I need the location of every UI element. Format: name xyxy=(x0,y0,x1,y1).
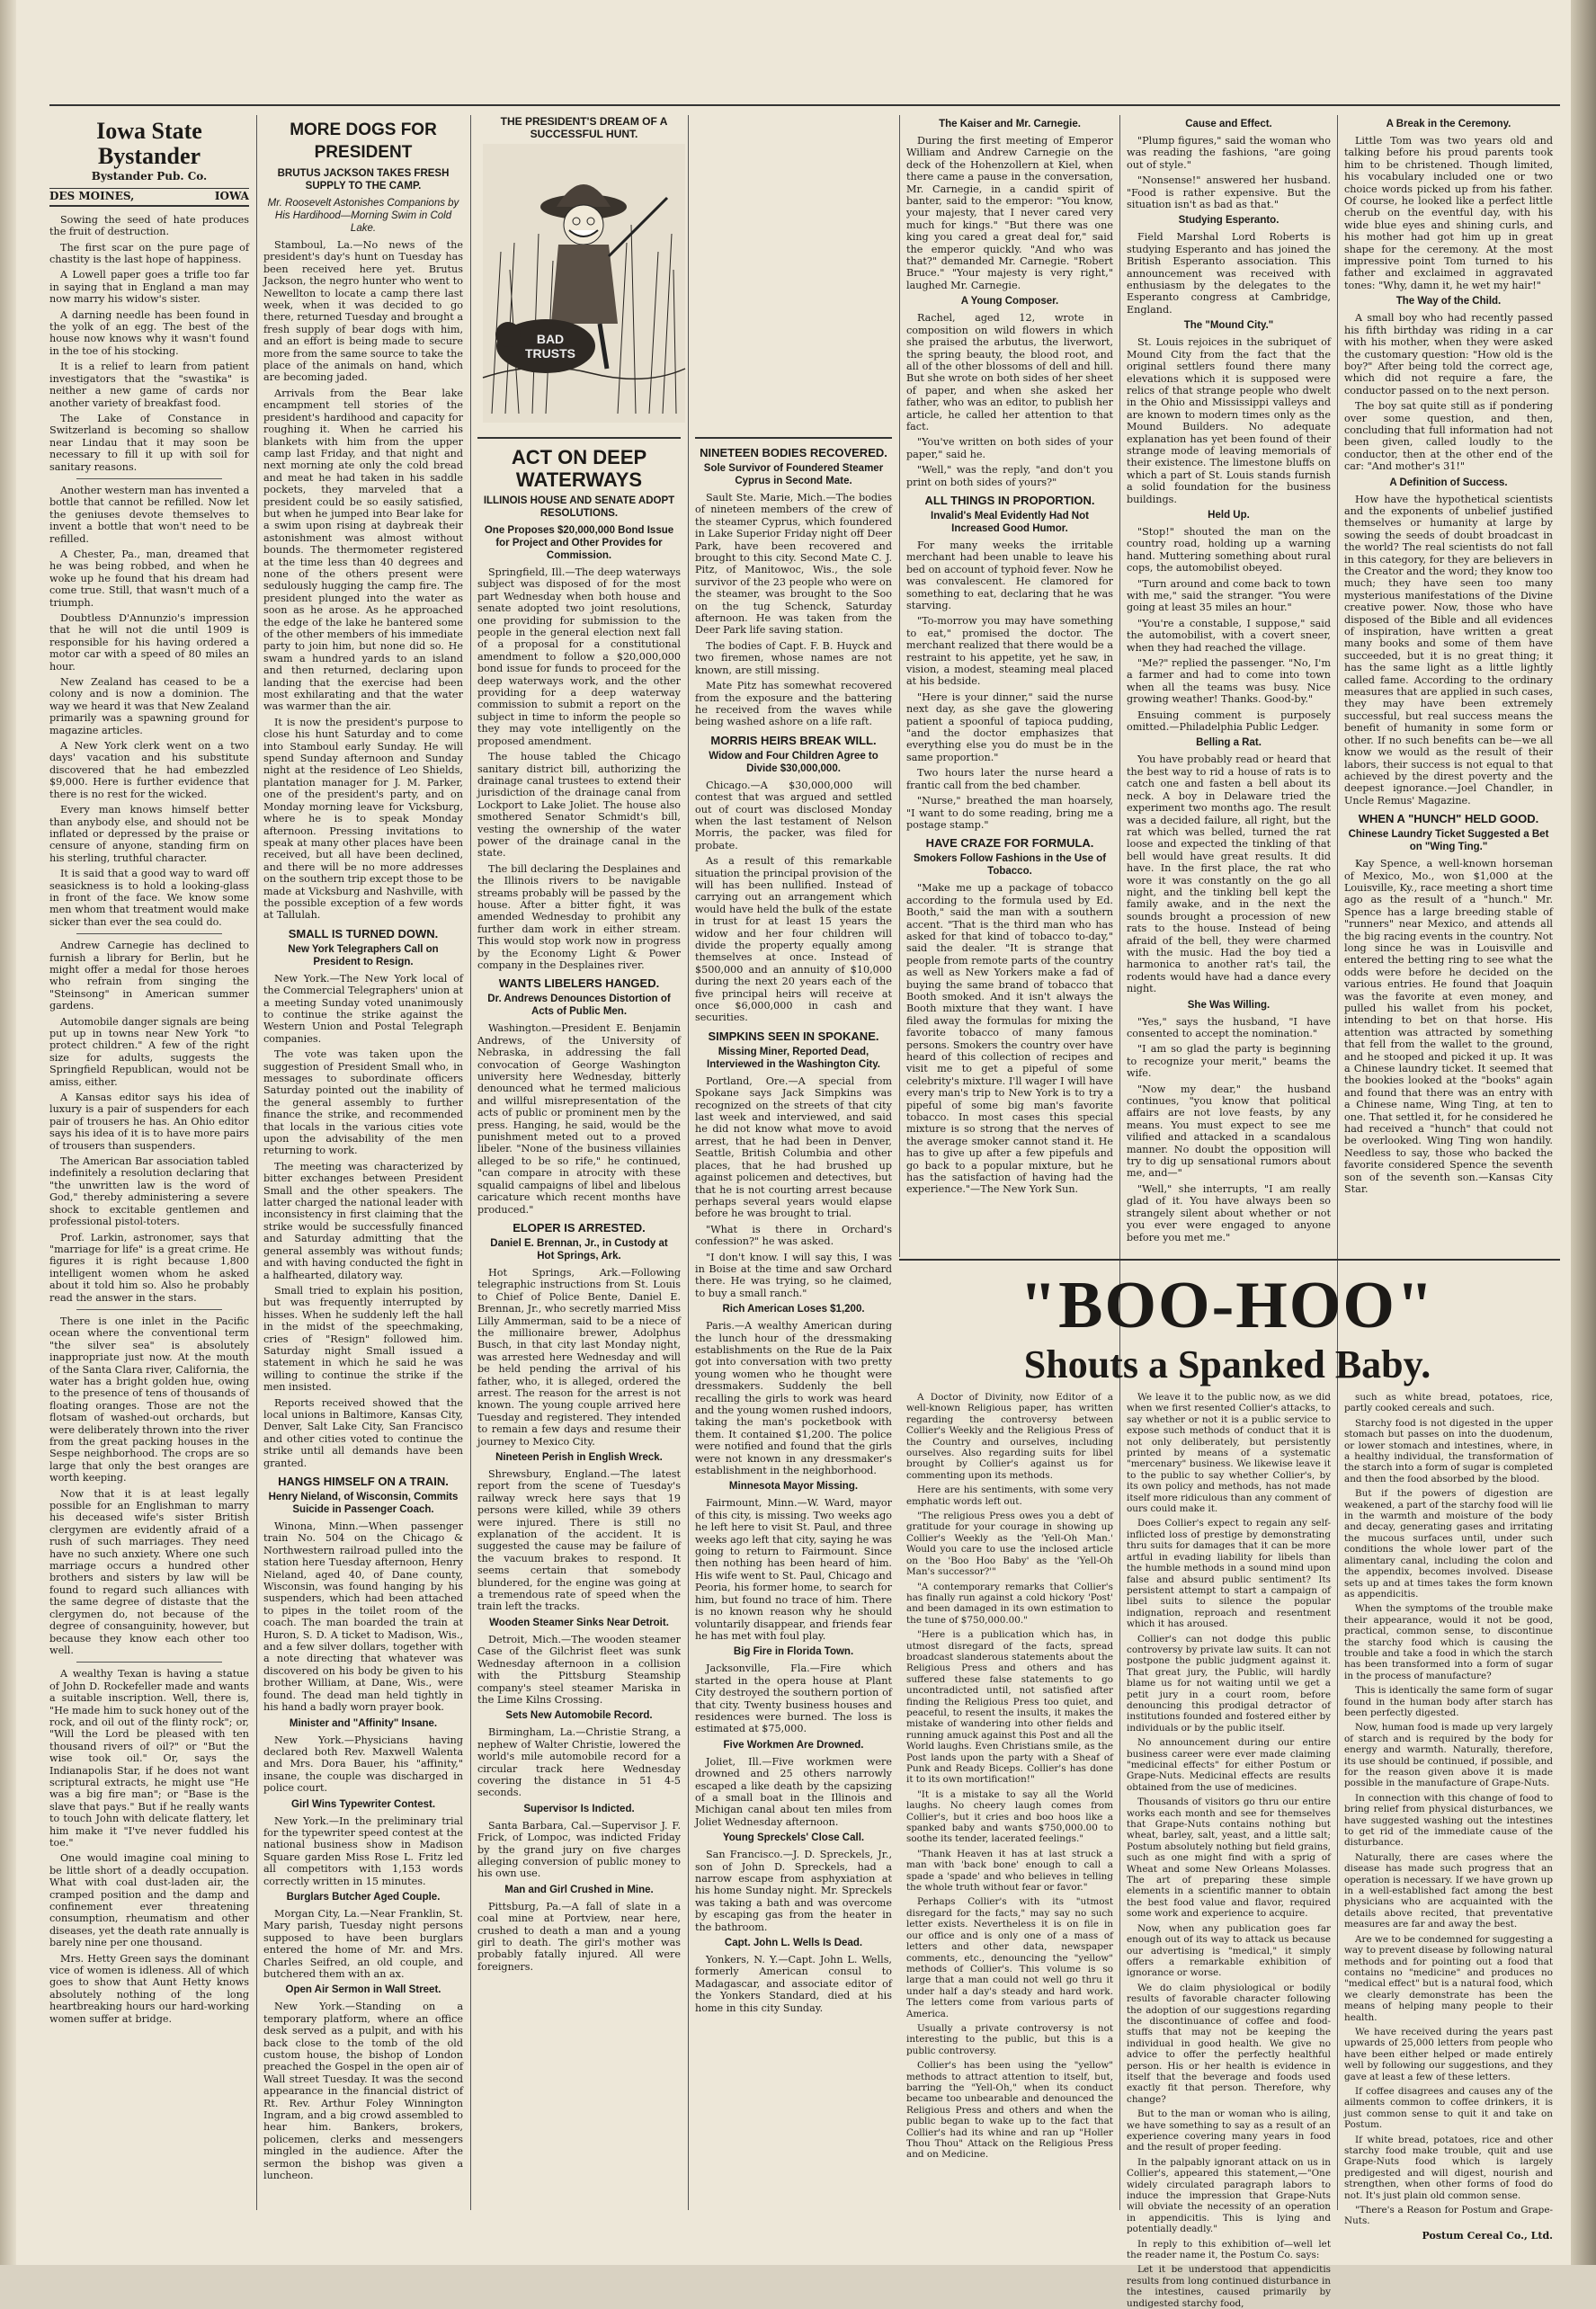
subheading: Cause and Effect. xyxy=(1185,119,1272,129)
headline: ALL THINGS IN PROPORTION. xyxy=(924,493,1095,507)
paragraph: "There's a Reason for Postum and Grape-Nuts. xyxy=(1344,2205,1553,2227)
paragraph: Sowing the seed of hate produces the fruit of destruction. xyxy=(49,213,249,238)
paragraph: "Well," she interrupts, "I am really glad of it. You have always been so strangely silent about whether or not you ever were engaged to anyone before you met me." xyxy=(1127,1182,1331,1244)
paragraph: This is identically the same form of sugar found in the human body after starch has been perfectly digested. xyxy=(1344,1685,1553,1718)
separator xyxy=(695,437,892,439)
deck: Mr. Roosevelt Astonishes Companions by His Hardihood—Morning Swim in Cold Lake. xyxy=(267,198,459,234)
paragraph: Are we to be condemned for suggesting a way to prevent disease by following natural methods and for pointing out a food that contains no "medicine" and produces no "medical effect" but is a natural food, which we clearly demonstrate has been the means of helping many people to their health. xyxy=(1344,1933,1554,2023)
paragraph: Automobile danger signals are being put up in towns near New York "to protect children." A few of the right size for adults, suggests the Springfield Republican, would not be amiss, either. xyxy=(49,1015,249,1088)
paragraph: One would imagine coal mining to be little short of a deadly occupation. What with coal dust-laden air, the cramped position and the damp and confinement ever threatening consumption, rheumatism and other diseases, yet the death rate annually is barely nine per one thousand. xyxy=(49,1852,249,1949)
column-7 xyxy=(1344,115,1553,1253)
deck: BRUTUS JACKSON TAKES FRESH SUPPLY TO THE CAMP. xyxy=(277,168,450,192)
paragraph: Springfield, Ill.—The deep waterways subject was disposed of for the most part Wednesday when both house and senate adopted two joint resolutions, one providing for submission to the people in the general election next fall of a proposal for a constitutional amendment to follow a $20,000,000 bond issue for funds to proceed for the deep waterways work, and the other providing for a deep waterway commission to submit a report on the subject in time to inform the people so they may vote intelligently on the proposed amendment. xyxy=(477,566,681,747)
paragraph: "To-morrow you may have something to eat," promised the doctor. The merchant realized that there would be a restraint to his appetite, yet he saw, in vision, a modest, steaming meal placed at his bedside. xyxy=(906,615,1113,688)
paragraph: How have the hypothetical scientists and the exponents of unbelief justified themselves or humanity at large by sowing the seeds of doubt broadcast in the world? The real scientists do not fall in this category, for they are believers in the Creator and the word; they know too much; they have seen too many mysterious manifestations of the Divine creative power. Now, those who have disposed of the Bible and all evidences of inspiration, have written a great many books and some of them have succeeded, but it is no great thing; it has the same light as a little lightly called fame. According to the ordinary measures that are applied in such cases, they may have been extremely successful, but real success means the benefit of humanity in some form or other. If no such benefits can be—we all know we would as the result of their labors, their success is not equal to that achieved by the direst poverty and the deepest ignorance.—Joel Chandler, in Uncle Remus' Magazine. xyxy=(1344,493,1553,807)
paragraph: "Stop!" shouted the man on the country road, holding up a warning hand. Muttering something about rural cops, the automobilist obeyed. xyxy=(1127,525,1331,575)
paragraph: Santa Barbara, Cal.—Supervisor J. F. Frick, of Lompoc, was indicted Friday by the grand jury on five charges alleging conversion of public money to his own use. xyxy=(477,1819,681,1880)
deck: Chinese Laundry Ticket Suggested a Bet on "Wing Ting." xyxy=(1348,829,1549,853)
paragraph: Starchy food is not digested in the upper stomach but passes on into the duodenum, or lower stomach and intestines, where, in a healthy individual, the transformation of the starch into a form of sugar is completed and then the food absorbed by the blood. xyxy=(1344,1417,1553,1484)
deck: Daniel E. Brennan, Jr., in Custody at Hot Springs, Ark. xyxy=(490,1237,668,1261)
column-rule xyxy=(256,115,257,2210)
subheading: Supervisor Is Indicted. xyxy=(523,1803,635,1814)
paragraph: "Yes," says the husband, "I have consented to accept the nomination." xyxy=(1127,1015,1331,1039)
paragraph: Collier's can not dodge this public controversy by private law suits. It can not postpone the public judgment against it. That great jury, the Public, will hardly blame us for not waiting until we get a petit jury in a court room, before denouncing this prodigal detractor of institutions founded and fostered either by individuals or by the public itself. xyxy=(1127,1633,1331,1734)
paragraph: A Chester, Pa., man, dreamed that he was being robbed, and when he woke up he found that his dream had come true. Still, that wasn't much of a triumph. xyxy=(49,548,249,609)
separator xyxy=(477,437,681,439)
column-rule xyxy=(688,115,689,2210)
ad-headline: "BOO-HOO" xyxy=(1020,1269,1435,1342)
paragraph: The vote was taken upon the suggestion of President Small who, in messages to subordinate officers Saturday pointed out the inability of the general assembly to further finance the strike, and recommended that locals in the various cities vote upon the advisability of the men returning to work. xyxy=(263,1048,463,1157)
paragraph: Jacksonville, Fla.—Fire which started in the opera house at Plant City destroyed the southern portion of that city. Twenty business houses and residences were burned. The loss is estimated at $75,000. xyxy=(695,1663,892,1735)
paragraph: If coffee disagrees and causes any of the ailments common to coffee drinkers, it is just common sense to quit it and take on Postum. xyxy=(1344,2085,1553,2131)
paragraph: If white bread, potatoes, rice and other starchy food make trouble, quit and use Grape-Nuts food which is largely predigested and will digest, nourish and strengthen, when other forms of food do not. It's just plain old common sense. xyxy=(1344,2134,1553,2201)
paragraph: We have received during the years past upwards of 25,000 letters from people who have been either helped or made entirely well by following our suggestions, and they gave at least a few of these letters. xyxy=(1344,2026,1553,2082)
deck: One Proposes $20,000,000 Bond Issue for Project and Other Provides for Commission. xyxy=(484,525,674,561)
subheading: The Way of the Child. xyxy=(1395,296,1502,308)
subheading: Sets New Automobile Record. xyxy=(505,1710,653,1722)
paragraph: The Lake of Constance in Switzerland is becoming so shallow near Lindau that it may soon be necessary to fill it up with soil for sanitary reasons. xyxy=(49,412,249,473)
paragraph: A Doctor of Divinity, now Editor of a well-known Religious paper, has written regarding the controversy between Collier's Weekly and the Religious Press of the Country and ourselves, including ourselves. Also regarding suits for libel brought by Collier's against us for commenting upon its methods. xyxy=(906,1392,1113,1481)
deck: Widow and Four Children Agree to Divide $30,000,000. xyxy=(709,750,878,774)
paragraph: New York.—Physicians having declared both Rev. Maxwell Walenta and Mrs. Dora Bauer, his "affinity," insane, the couple was discharged in police court. xyxy=(263,1734,463,1795)
subheading: Girl Wins Typewriter Contest. xyxy=(290,1798,436,1810)
paragraph: Reports received showed that the local unions in Baltimore, Kansas City, Denver, Salt Lake City, San Francisco and other cities voted to continue the strike until all demands have been granted. xyxy=(263,1396,463,1469)
paragraph: During the first meeting of Emperor William and Andrew Carnegie on the deck of the Hohenzollern at Kiel, when there came a pause in the conversation, Mr. Carnegie, in a candid spirit of banter, said to the emperor: "You know, your majesty, that I never cared very much for kings." "But there was one king you cared a great deal for," said the emperor quickly. "And who was that?" demanded Mr. Carnegie. "Robert Bruce." "Your majesty is very right," laughed Mr. Carnegie. xyxy=(906,135,1113,291)
paragraph: Winona, Minn.—When passenger train No. 504 on the Chicago & Northwestern railroad pulled into the station here Tuesday afternoon, Henry Nieland, aged 40, of Dane county, Wisconsin, was found hanging by his suspenders, which had been attached to pipes in the toilet room of the coach. The man boarded the train at Huron, S. D. A ticket to Madison, Wis., and a few silver dollars, together with a note directing that whatever was discovered on his body be given to his brother William, at Dane, Wis., were found. The dead man held tightly in his hand a badly worn prayer book. xyxy=(263,1520,463,1714)
paragraph: Thousands of visitors go thru our entire works each month and see for themselves that Grape-Nuts contains nothing but wheat, barley, salt, yeast, and a little salt; Postum absolutely nothing but field grains, such as one might find with a sprig of Wheat and some New Orleans Molasses. The art of preparing these simple elements in a scientific manner to obtain the best food value and flavor, required some work and experience to acquire. xyxy=(1127,1796,1331,1920)
paragraph: Small tried to explain his position, but was frequently interrupted by hisses. When he suddenly left the hall in the midst of the speechmaking, cries of "Resign" followed him. Saturday night Small issued a statement in which he said he was willing to continue the strike if the men insisted. xyxy=(263,1284,463,1394)
paragraph: such as white bread, potatoes, rice, partly cooked cereals and such. xyxy=(1344,1392,1553,1414)
column-4 xyxy=(695,430,892,2210)
paragraph: "Turn around and come back to town with me," said the stranger. "You were going at least 35 miles an hour." xyxy=(1127,577,1331,614)
ad-column-a xyxy=(906,1392,1113,2210)
subheading: Belling a Rat. xyxy=(1196,737,1262,749)
paragraph: Paris.—A wealthy American during the lunch hour of the dressmaking establishments on the Rue de la Paix got into conversation with two pretty young women who he thought were dressmakers. Suddenly the bell recalling the girls to work was heard and the young women rushed indoors, taking the man's pocketbook with them. It contained $1,200. The police were notified and found that the girls were not known in any dressmaker's establishment in the neighborhood. xyxy=(695,1320,892,1477)
paragraph: Field Marshal Lord Roberts is studying Esperanto and has joined the British Esperanto association. This announcement was received with enthusiasm by the delegates to the Esperanto congress at Cambridge, England. xyxy=(1127,231,1331,316)
paragraph: New York.—Standing on a temporary platform, where an office desk served as a pulpit, and with his back close to the tomb of the old custom house, the bishop of London preached the Gospel in the open air of Wall street Tuesday. It was the second appearance in the financial district of Rt. Rev. Arthur Foley Winnington Ingram, and a big crowd assembled to hear him. Bankers, brokers, policemen, clerks and messengers mingled in the audience. After the sermon the bishop was given a luncheon. xyxy=(263,2001,463,2182)
column-1 xyxy=(49,115,249,2210)
paragraph: Hot Springs, Ark.—Following telegraphic instructions from St. Louis to Chief of Police Bente, Daniel E. Brennan, Jr., who secretly married Miss Lilly Ammerman, said to be a niece of the millionaire brewer, Adolphus Busch, in that city last Monday night, was arrested here Wednesday and will be held pending the arrival of his father, who, it is alleged, ordered the arrest. The reason for the arrest is not known. The young couple arrived here Tuesday and registered. They intended to remain a few days and resume their journey to Mexico City. xyxy=(477,1266,681,1448)
page-edge-left xyxy=(0,0,16,2265)
paragraph: The meeting was characterized by bitter exchanges between President Small and the other speakers. The latter charged the national leader with inconsistency in first claiming that the strike would be successfully financed and Saturday admitting that the general assembly was without funds; and with having conducted the fight in a halfhearted, dilatory way. xyxy=(263,1160,463,1281)
paragraph: "It is a mistake to say all the World laughs. No cheery laugh comes from Collier's, but it cries and boo hoos like a spanked baby and wants $750,000.00 to soothe its tender, lacerated feelings." xyxy=(906,1788,1113,1845)
paragraph: Portland, Ore.—A special from Spokane says Jack Simpkins was recognized on the streets of that city last week and interviewed, and said he did not know what move to avoid arrest, that he had been in Denver, Seattle, British Columbia and other places, that he had brushed up against policemen and detectives, but that he is not courting arrest because perhaps several years would elapse before he was brought to trial. xyxy=(695,1074,892,1220)
paragraph: It is a relief to learn from patient investigators that the "swastika" is neither a new game of cards nor another variety of breakfast food. xyxy=(49,361,249,409)
paragraph: Joliet, Ill.—Five workmen were drowned and 25 others narrowly escaped a like death by the capsizing of a small boat in the Illinois and Michigan canal about ten miles from Joliet Wednesday afternoon. xyxy=(695,1755,892,1828)
masthead-state: IOWA xyxy=(214,190,249,203)
cartoon-label-trusts: TRUSTS xyxy=(525,346,575,361)
subheading: Young Spreckels' Close Call. xyxy=(722,1832,865,1844)
deck: Invalid's Meal Evidently Had Not Increased Good Humor. xyxy=(931,510,1089,534)
paragraph: Usually a private controversy is not interesting to the public, but this is a public controversy. xyxy=(906,2022,1113,2056)
paragraph: It is said that a good way to ward off seasickness is to hold a looking-glass in front of the face. We know some men whom that treatment would make sicker than ever the sea could do. xyxy=(49,868,249,928)
paragraph: "Here is a publication which has, in utmost disregard of the facts, spread broadcast slanderous statements about the Religious Press and others and has suffered these false statements to go uncontradicted until, not satisfied after finding the Religious Press too quiet, and peaceful, to resent the insults, it makes the mistake of wandering into other fields and running amuck against this Post and all the World laughs. Even Christians smile, as the Post lands upon the party with a Sheaf of Punk and Ready Biceps. Collier's has done it to its own mortification!" xyxy=(906,1629,1113,1786)
paragraph: "You're a constable, I suppose," said the automobilist, with a covert sneer, when they had reached the village. xyxy=(1127,617,1331,654)
paragraph: "Nonsense!" answered her husband. "Food is rather expensive. But the situation isn't as bad as that." xyxy=(1127,174,1331,211)
paragraph: St. Louis rejoices in the subriquet of Mound City from the fact that the original settlers found there many elevations which it is supposed were relics of that strange people who dwelt in the Ohio and Mississippi valleys and are known to modern times only as the Mound Builders. No adequate explanation has yet been found of their strange mode of leaving memorials of their existence. The limestone bluffs on which a part of St. Louis stands furnish a solid foundation for the business buildings. xyxy=(1127,336,1331,505)
paragraph: Little Tom was two years old and talking before his proud parents took him to be christened. Though limited, his vocabulary included one or two choice words picked up from his father. Of course, he looked like a perfect little cherub on the eventful day, with his wide blue eyes and shining curls, and his mother had got him up in great shape for the ceremony. At the most impressive point Tom turned to his father and exclaimed in aggravated tones: "Why, damn it, he wet my hair!" xyxy=(1344,135,1553,291)
paragraph: A New York clerk went on a two days' vacation and his substitute discovered that he had embezzled $9,000. Here is further evidence that there is no rest for the wicked. xyxy=(49,740,249,800)
paragraph: New Zealand has ceased to be a colony and is now a dominion. The way we heard it was that New Zealand primarily was a spawning ground for magazine articles. xyxy=(49,676,249,736)
column-rule xyxy=(1119,115,1120,2210)
paragraph: Now, human food is made up very largely of starch and is required by the body for energy and warmth. Naturally, therefore, its use should be continued, if possible, and for the reason given above it is made possible in the manufacture of Grape-Nuts. xyxy=(1344,1722,1553,1789)
masthead-city: DES MOINES, xyxy=(49,190,135,203)
paragraph: Shrewsbury, England.—The latest report from the scene of Tuesday's railway wreck here says that 19 persons were killed, while 39 others were injured. There is still no explanation of the accident. It is suggested the cause may be failure of the vacuum brakes to respond. It seems certain that somebody blundered, for the engine was going at a tremendous rate of speed when the train left the tracks. xyxy=(477,1468,681,1613)
paragraph: "Me?" replied the passenger. "No, I'm a farmer and had to come into town when all the teams was busy. Nice growing weather! Thanks. Good-by." xyxy=(1127,657,1331,706)
paragraph: Kay Spence, a well-known horseman of Mexico, Mo., won $1,000 at the Louisville, Ky., race meeting a short time ago as the result of a "hunch." Mr. Spence has a large breeding stable of "runners" near Mexico, and attends all the big racing events in the country. Not long since he was in Louisville and entered the betting ring to see what the odds were before he decided on the various entries. He found that Joaquin was the favorite at even money, and pulled his wallet from his pocket, intending to bet on that horse. His attention was attracted by something that fell from the wallet to the ground, and he stooped and picked it up. It was a Chinese laundry ticket. It seemed that the bookies looked at the "books" again and found that there was an entry with a Chinese name, Wing Ting, at ten to one. That settled it, for he considered he had received a "hunch" that could not be overlooked. Wing Ting won handily. Needless to say, those who backed the favorite considered Spence the seventh son of the seventh son.—Kansas City Star. xyxy=(1344,858,1553,1196)
paragraph: New York.—The New York local of the Commercial Telegraphers' union at a meeting Sunday voted unanimously to continue the strike against the Western Union and Postal Telegraph companies. xyxy=(263,972,463,1045)
subheading: The Kaiser and Mr. Carnegie. xyxy=(939,119,1081,129)
paragraph: Stamboul, La.—No news of the president's day's hunt on Tuesday has been received here yet. Brutus Jackson, the negro hunter who went to Newellton to locate a camp there last week, when it was decided to go there, returned Tuesday and brought a fresh supply of bear dogs with him, and an effort is being made to secure more from the same source to take the place of the animals on hand, which are becoming jaded. xyxy=(263,239,463,384)
cartoon-illustration xyxy=(483,144,685,423)
subheading: A Young Composer. xyxy=(960,296,1059,308)
subheading: She Was Willing. xyxy=(1187,999,1271,1011)
paragraph: New York.—In the preliminary trial for the typewriter speed contest at the national business show in Madison Square garden Miss Rose L. Fritz led all competitors with 1,153 words correctly written in 15 minutes. xyxy=(263,1814,463,1887)
paragraph: Every man knows himself better than anybody else, and should not be inflated or depressed by the praise or censure of anyone, standing firm on his sterling, truthful character. xyxy=(49,804,249,864)
subheading: The "Mound City." xyxy=(1183,320,1274,332)
paragraph: Andrew Carnegie has declined to furnish a library for Berlin, but he might offer a medal for those heroes who refrain from singing the "Steinsong" in American summer gardens. xyxy=(49,940,249,1012)
paragraph: Perhaps Collier's with its "utmost disregard for the facts," may say no such letter exists. Nevertheless it is on file in our office and is only one of a mass of letters and other data, newspaper comments, etc., denouncing the "yellow" methods of Collier's. This volume is so large that a man could not well go thru it under half a day's steady and hard work. The letters come from various parts of America. xyxy=(906,1896,1113,2019)
ad-rule xyxy=(899,1259,1560,1261)
ad-column-c xyxy=(1344,1392,1554,2242)
paragraph: But if the powers of digestion are weakened, a part of the starchy food will lie in the warmth and moisture of the body and decay, generating gases and irritating the mucous surfaces until, under such conditions the whole lower part of the alimentary canal, including the colon and the appendix, becomes involved. Disease sets up and at times takes the form known as appendicitis. xyxy=(1344,1488,1553,1600)
paragraph: For many weeks the irritable merchant had been unable to leave his bed on account of typhoid fever. Now he was convalescent. He clamored for something to eat, declaring that he was starving. xyxy=(906,539,1113,611)
deck: Missing Miner, Reported Dead, Interviewed in the Washington City. xyxy=(707,1046,880,1070)
separator xyxy=(76,478,222,479)
cartoon-title: THE PRESIDENT'S DREAM OF A SUCCESSFUL HUNT. xyxy=(500,115,668,140)
headline: ELOPER IS ARRESTED. xyxy=(513,1220,646,1235)
paragraph: In the palpably ignorant attack on us in Collier's, appeared this statement,—"One widely circulated paragraph labors to induce the impression that Grape-Nuts will obviate the necessity of an operation in appendicitis. This is lying and potentially deadly." xyxy=(1127,2156,1331,2235)
subheading: Five Workmen Are Drowned. xyxy=(723,1739,864,1751)
paragraph: Doubtless D'Annunzio's impression that he will not die until 1909 is responsible for his having ordered a motor car with a speed of 80 miles an hour. xyxy=(49,612,249,673)
paragraph: Morgan City, La.—Near Franklin, St. Mary parish, Tuesday night persons supposed to have been burglars entered the home of Mr. and Mrs. Charles Seifred, an old couple, and butchered them with an ax. xyxy=(263,1907,463,1980)
headline: HANGS HIMSELF ON A TRAIN. xyxy=(278,1475,449,1488)
paragraph: Arrivals from the Bear lake encampment tell stories of the president's hardihood and capacity for roughing it. When he carried his blankets with him from the upper camp last Friday, and that night and next morning ate only the cold bread and meat he had taken in his saddle pockets, they marveled that a president could be so easily satisfied, but when he jumped into Bear lake for a swim upon rising at daybreak their astonishment was almost without bounds. The thermometer registered at the time less than 40 degrees and none of the others present were sedulously hugging the camp fire. The president plunged into the water as soon as he arose. As he approached the edge of the lake he bantered some of the other members of his immediate party to join him, but none did so. He swam a hundred yards to an island and then returned, declaring upon landing that the exercise had been most exhilarating and that the water was warmer than the air. xyxy=(263,387,463,713)
paragraph: Sault Ste. Marie, Mich.—The bodies of nineteen members of the crew of the steamer Cyprus, which foundered in Lake Superior Friday night off Deer Park, have been recovered and brought to this city. Second Mate C. J. Pitz, of Manitowoc, Wis., the sole survivor of the 23 people who were on the steamer, was brought to the Soo on the tug Schenck, Saturday afternoon. He was taken from the Deer Park life saving station. xyxy=(695,492,892,637)
paragraph: Let it be understood that appendicitis results from long continued disturbance in the intestines, caused primarily by undigested starchy food, xyxy=(1127,2264,1331,2309)
paragraph: San Francisco.—J. D. Spreckels, Jr., son of John D. Spreckels, had a narrow escape from asphyxiation at his home Sunday night. Mr. Spreckels was taking a bath and was overcome by escaping gas from the heater in the bathroom. xyxy=(695,1849,892,1933)
column-2 xyxy=(263,115,463,2210)
paragraph: In reply to this exhibition of—well let the reader name it, the Postum Co. says: xyxy=(1127,2238,1331,2261)
paragraph: Chicago.—A $30,000,000 will contest that was argued and settled out of court was disclosed Monday when the last testament of Nelson Morris, the packer, was filed for probate. xyxy=(695,779,892,851)
paragraph: "A contemporary remarks that Collier's has finally run against a cold hickory 'Post' and been damaged in its own estimation to the tune of $750,000.00." xyxy=(906,1581,1113,1626)
headline: ACT ON DEEP WATERWAYS xyxy=(511,446,647,491)
paragraph: Fairmount, Minn.—W. Ward, mayor of this city, is missing. Two weeks ago he left here to visit St. Paul, and three weeks ago left that city, saying he was going to return to Fairmount. Since then nothing has been heard of him. His wife went to St. Paul, Chicago and Peoria, his former home, to search for him, but found no trace of him. There is no known reason why he should voluntarily disappear, and friends fear he has met with foul play. xyxy=(695,1497,892,1642)
headline: WHEN A "HUNCH" HELD GOOD. xyxy=(1358,812,1539,826)
paragraph: Two hours later the nurse heard a frantic call from the bed chamber. xyxy=(906,767,1113,791)
masthead-dateline xyxy=(49,188,249,206)
subheading: Minister and "Affinity" Insane. xyxy=(289,1717,438,1729)
paragraph: Mate Pitz has somewhat recovered from the exposure and the battering he received from the waves while being washed ashore on a life raft. xyxy=(695,680,892,728)
paragraph: A Lowell paper goes a trifle too far in saying that in England a man may now marry his widow's sister. xyxy=(49,269,249,306)
paragraph: We leave it to the public now, as we did when we first resented Collier's attacks, to say whether or not it is a public service to expose such methods of conduct that it is not only deliberately, but persistently printed by means of a systematic "mercenary" business. We likewise leave it to the public to say whether Collier's, by its own policy and methods, has not made itself more ridiculous than any comment of ours could make it. xyxy=(1127,1392,1331,1515)
paragraph: "Plump figures," said the woman who was reading the fashions, "are going out of style." xyxy=(1127,135,1331,171)
subheading: Man and Girl Crushed in Mine. xyxy=(504,1884,654,1895)
paragraph: Prof. Larkin, astronomer, says that "marriage for life" is a great crime. He figures it is right because 1,800 intelligent women whom he asked about it told him so. Also he probably read the answer in the stars. xyxy=(49,1231,249,1304)
paragraph: It is now the president's purpose to close his hunt Saturday and to come into Stamboul early Sunday. He will spend Sunday afternoon and Sunday night at the residence of Leo Shields, plantation manager for J. M. Parker, one of the president's party, and on Monday morning leave for Vicksburg, where he is to speak Monday afternoon. Pressing invitations to speak at many other places have been received, but all have been declined, and there will be no more addresses on the southern trip except those to be made at Vicksburg and Nashville, with the possible exception of a few words at Tallulah. xyxy=(263,716,463,922)
paragraph: A darning needle has been found in the yolk of an egg. The best of the house now knows why it wasn't found in the toe of his stocking. xyxy=(49,308,249,357)
column-rule xyxy=(899,115,900,1257)
paragraph: The house tabled the Chicago sanitary district bill, authorizing the drainage canal trustees to extend their jurisdiction of the drainage canal from Lockport to Lake Joliet. The house also smothered Senator Schmidt's bill, vesting the ownership of the water power of the drainage canal in the state. xyxy=(477,751,681,860)
column-3 xyxy=(477,430,681,2210)
subheading: Nineteen Perish in English Wreck. xyxy=(495,1452,663,1463)
column-rule xyxy=(470,115,471,2210)
paragraph: Yonkers, N. Y.—Capt. John L. Wells, formerly American consul to Madagascar, and associate editor of the Yonkers Standard, died at his home in this city Sunday. xyxy=(695,1954,892,2014)
deck: New York Telegraphers Call on President to Resign. xyxy=(288,943,439,967)
paragraph: Another western man has invented a bottle that cannot be refilled. Now let the geniuses devote themselves to invent a bottle that won't need to be refilled. xyxy=(49,484,249,545)
paragraph: In connection with this change of food to bring relief from physical disturbances, we have suggested washing out the intestines to get rid of the immediate cause of the disturbance. xyxy=(1344,1792,1553,1849)
subheading: Held Up. xyxy=(1208,509,1250,521)
deck: Smokers Follow Fashions in the Use of Tobacco. xyxy=(913,853,1107,878)
paragraph: You have probably read or heard that the best way to rid a house of rats is to catch one and fasten a bell about its neck. A boy in Delaware tried the experiment two months ago. The result was a decided failure, all right, but the rat which was belled, turned the rat loose and expected the tinkling of that bell would have great results. It did have. In the first place, the rat who wore it was constantly on the go all night, and the tinkling bell kept the family awake, and in the next the sounds brought a procession of new rats to the house. Instead of being afraid of the bell, they were charmed with the music. Had the boy tied a harmonica to another rat's tail, the rodents would have had a dance every night. xyxy=(1127,753,1331,995)
headline: WANTS LIBELERS HANGED. xyxy=(498,976,660,991)
paragraph: Ensuing comment is purposely omitted.—Philadelphia Public Ledger. xyxy=(1127,709,1331,734)
separator xyxy=(76,1309,222,1310)
paragraph: We do claim physiological or bodily results of favorable character following the adoption of our suggestions regarding the discontinuance of coffee and food-stuffs that may not be keeping the individual in good health. We give no advice to offer the perfectly healthful person. His or her health is evidence in itself that the beverage and foods used exactly fit that person. Therefore, why change? xyxy=(1127,1982,1331,2105)
subheading: A Definition of Success. xyxy=(1389,477,1508,488)
subheading: Studying Esperanto. xyxy=(1178,215,1279,227)
headline: MORE DOGS FOR PRESIDENT xyxy=(290,120,437,162)
paragraph: "The religious Press owes you a debt of gratitude for your courage in showing up Collier's Weekly as the 'Yell-Oh Man.' Would you care to use the inclosed article on the 'Boo Hoo Baby' as the 'Yell-Oh Man's successor?'" xyxy=(906,1511,1113,1578)
paragraph: A wealthy Texan is having a statue of John D. Rockefeller made and wants a suitable inscription. Well, there is, "He made him to suck honey out of the rock, and oil out of the flinty rock"; or, "Will the Lord be pleased with ten thousand rivers of oil?" or "But the wise took oil." Or, says the Indianapolis Star, if he does not want scriptural extracts, he might use "He was a big fire man"; or "Base is the slave that pays." But if he really wants to touch John with delicate flattery, let him make it "I've never fuddled his toe." xyxy=(49,1668,249,1849)
deck: Dr. Andrews Denounces Distortion of Acts of Public Men. xyxy=(487,994,671,1018)
headline: NINETEEN BODIES RECOVERED. xyxy=(700,446,887,459)
paragraph: Does Collier's expect to regain any self-inflicted loss of prestige by demonstrating thru suits for damages that it can be more artful in evading liability for libels than the humble methods in a sound mind upon false and absurd public sentiment? Its persistent attempt to start a campaign of libel suits to silence the popular indignation, reproach and resentment which it has aroused. xyxy=(1127,1518,1331,1630)
paragraph: The bodies of Capt. F. B. Huyck and two firemen, whose names are not known, are still missing. xyxy=(695,639,892,676)
deck: Sole Survivor of Foundered Steamer Cyprus in Second Mate. xyxy=(703,463,884,486)
top-rule xyxy=(49,104,1560,106)
column-6 xyxy=(1127,115,1331,1253)
paragraph: "Make me up a package of tobacco according to the formula used by Ed. Booth," said the man with a southern accent. "That is the third man who has asked for that kind of tobacco to-day," said the dealer. "It is strange that people from remote parts of the country as well as New Yorkers make a fad of buying the same brand of tobacco that Booth smoked. And it isn't always the Booth mixture that they want. I have filed away the formulas for mixing the favorite tobacco of many famous persons. Smokers the country over have heard of this collection of recipes and visit me to get a pipeful of some celebrity's mixture. I'll wager I will have every man's trip to New York is to try a pipeful of some big man's favorite tobacco. In most cases this special mixture is so strong that the nerves of the average smoker cannot stand it. He has to give up after a few pipefuls and go back to a popular mixture, but he has the satisfaction of having had the experience."—The New York Sun. xyxy=(906,882,1113,1196)
subheading: Burglars Butcher Aged Couple. xyxy=(286,1891,441,1903)
subheading: A Break in the Ceremony. xyxy=(1386,119,1511,129)
paragraph: The boy sat quite still as if pondering over some question, and then, concluding that full information had not been given, called loudly to the conductor, then at the other end of the car: "And mother's 31!" xyxy=(1344,400,1553,473)
paragraph: "Thank Heaven it has at last struck a man with 'back bone' enough to call a spade a 'spade' and who believes in telling the whole truth without fear or favor." xyxy=(906,1848,1113,1894)
ad-signature: Postum Cereal Co., Ltd. xyxy=(1422,2229,1553,2242)
paragraph: The bill declaring the Desplaines and the Illinois rivers to be navigable streams probably will be passed by the house. After a bitter fight, it was amended Wednesday to prohibit any further dam work in either stream. This would stop work now in progress by the Economy Light & Power company in the Desplaines river. xyxy=(477,862,681,971)
paragraph: "Nurse," breathed the man hoarsely, "I want to do some reading, bring me a postage stamp." xyxy=(906,795,1113,831)
paragraph: The first scar on the pure page of chastity is the last hope of happiness. xyxy=(49,241,249,266)
paragraph: "Now my dear," the husband continues, "you know that political affairs are not love feasts, by any means. You must expect to see me vilified and attacked in a scandalous manner. No doubt the opposition will try to dig up sensational rumors about me, and—" xyxy=(1127,1083,1331,1180)
headline: HAVE CRAZE FOR FORMULA. xyxy=(925,836,1094,851)
paragraph: The American Bar association tabled indefinitely a resolution declaring that "the unwritten law is the word of God," thereby administering a severe shock to excitable gentlemen and professional pistol-toters. xyxy=(49,1155,249,1228)
deck: ILLINOIS HOUSE AND SENATE ADOPT RESOLUTIONS. xyxy=(483,495,675,519)
paragraph: No announcement during our entire business career were ever made claiming "medicinal effects" for either Postum or Grape-Nuts. Medicinal effects are results obtained from the use of medicines. xyxy=(1127,1737,1331,1793)
paragraph: Rachel, aged 12, wrote in composition on wild flowers in which she praised the arbutus, the liverwort, the spring beauty, the blood root, and all of the other blossoms of dell and hill. But she wrote on both sides of her sheet of paper, and when she asked her father, who was an editor, to publish her article, he called her attention to that fact. xyxy=(906,312,1113,432)
subheading: Big Fire in Florida Town. xyxy=(733,1646,854,1658)
paragraph: "I am so glad the party is beginning to recognize your merit," beams the wife. xyxy=(1127,1043,1331,1080)
paragraph: "Here is your dinner," said the nurse next day, as she gave the glowering patient a spoonful of tapioca pudding, "and the doctor emphasizes that everything else you do must be in the same proportion." xyxy=(906,691,1113,763)
paragraph: Now that it is at least legally possible for an Englishman to marry his deceased wife's sister British clergymen are evidently afraid of a rush of such marriages. They need have no such anxiety. Where one such marriage occurs a hundred other brothers and sisters by law will be found to regard such alliances with the same degree of distaste that the clergymen do, not because of the degree of consanguinity, however, but because they know each other too well. xyxy=(49,1487,249,1656)
masthead-publisher: Bystander Pub. Co. xyxy=(91,170,208,183)
headline: SIMPKINS SEEN IN SPOKANE. xyxy=(708,1029,879,1043)
paragraph: Here are his sentiments, with some very emphatic words left out. xyxy=(906,1484,1113,1507)
headline: MORRIS HEIRS BREAK WILL. xyxy=(710,733,877,747)
masthead-title: Iowa State Bystander xyxy=(96,118,202,169)
deck: Henry Nieland, of Wisconsin, Commits Suicide in Passenger Coach. xyxy=(268,1492,459,1515)
paragraph: Detroit, Mich.—The wooden steamer Case of the Gilchrist fleet was sunk Wednesday afternoon in a collision with the Pittsburg Steamship company's steel steamer Mariska in the Lime Kilns Crossing. xyxy=(477,1633,681,1706)
ad-subheadline: Shouts a Spanked Baby. xyxy=(1023,1342,1431,1386)
paragraph: Pittsburg, Pa.—A fall of slate in a coal mine at Portview, near here, crushed to death a man and a young girl to death. The girl's mother was probably fatally injured. All were foreigners. xyxy=(477,1900,681,1973)
paragraph: "What is there in Orchard's confession?" he was asked. xyxy=(695,1223,892,1248)
subheading: Wooden Steamer Sinks Near Detroit. xyxy=(489,1617,669,1628)
paragraph: Now, when any publication goes far enough out of its way to attack us because our advertising is "medical," it simply offers a remarkable exhibition of ignorance or worse. xyxy=(1127,1922,1331,1979)
separator xyxy=(76,933,222,934)
column-5 xyxy=(906,115,1113,1253)
paragraph: As a result of this remarkable situation the principal provision of the will has been nullified. Instead of carrying out an arrangement which would have held the bulk of the estate in trust for at least 15 years the widow and her four children will divide the property equally among themselves at once. Instead of $500,000 and an annuity of $10,000 during the next 20 years each of the five principal heirs will receive at once $6,000,000 in cash and securities. xyxy=(695,855,892,1024)
paragraph: When the symptoms of the trouble make their appearance, would it not be good, practical, common sense, to discontinue the starchy food which is causing the trouble and take a food in which the starch has been transformed into a form of sugar in the process of manufacture? xyxy=(1344,1603,1553,1681)
paragraph: "You've written on both sides of your paper," said he. xyxy=(906,436,1113,460)
paragraph: Birmingham, La.—Christie Strang, a nephew of Walter Christie, lowered the world's mile automobile record for a circular track here Wednesday covering the distance in 51 4-5 seconds. xyxy=(477,1726,681,1799)
paragraph: Naturally, there are cases where the disease has made such progress that an operation is necessary. If we have grown up in a well-established fact among the best physicians who are acquainted with the details above recited, that preventative measures are far and away the best. xyxy=(1344,1851,1553,1930)
paragraph: But to the man or woman who is ailing, we have something to say as a result of an experience covering many years in food and the result of proper feeding. xyxy=(1127,2108,1331,2153)
subheading: Open Air Sermon in Wall Street. xyxy=(285,1984,441,1996)
paragraph: Collier's has been using the "yellow" methods to attract attention to itself, but, barring the "Yell-Oh," when its conduct became too unbearable and denounced the Religious Press and others and when the public began to wake up to the fact that Collier's had its whine and ran up "Holler Thou Thou" Attack on the Religious Press and on Medicine. xyxy=(906,2060,1113,2161)
paragraph: "Well," was the reply, "and don't you print on both sides of yours?" xyxy=(906,464,1113,488)
cartoon-label-bad: BAD xyxy=(536,332,565,346)
column-rule xyxy=(1337,115,1338,2210)
subheading: Rich American Loses $1,200. xyxy=(722,1304,865,1315)
headline: SMALL IS TURNED DOWN. xyxy=(288,926,439,941)
subheading: Capt. John L. Wells Is Dead. xyxy=(724,1938,863,1949)
paragraph: There is one inlet in the Pacific ocean where the conventional term "the silver sea" is absolutely inappropriate just now. At the mouth of the Santa Clara river, California, the water has a bright golden hue, owing to the presence of tens of thousands of floating oranges. Those are not the flotsam of washed-out orchards, but were deliberately thrown into the river from the great packing houses in the Sespe neighborhood. The crops are so large that only the best oranges are worth keeping. xyxy=(49,1315,249,1484)
paragraph: Washington.—President E. Benjamin Andrews, of the University of Nebraska, in addressing the fall convocation of George Washington university here Wednesday, bitterly denounced what he termed malicious and willful misrepresentation of the acts of public or prominent men by the press. Hanging, he said, would be the punishment meted out to a proved libeler. "None of the business villainies alleged to be so rife," he continued, "can compare in atrocity with these squalid campaigns of libel and libelous caricature which recent months have produced." xyxy=(477,1022,681,1216)
separator xyxy=(76,1662,222,1663)
ad-column-b xyxy=(1127,1392,1331,2309)
subheading: Minnesota Mayor Missing. xyxy=(728,1481,859,1493)
paragraph: A small boy who had recently passed his fifth birthday was riding in a car with his mother, when they were asked the customary question: "How old is the boy?" After being told the correct age, which did not require a fare, the conductor passed on to the next person. xyxy=(1344,312,1553,397)
paragraph: Mrs. Hetty Green says the dominant vice of women is idleness. All of which goes to show that Aunt Hetty knows absolutely nothing of the long heartbreaking hours our hard-working women suffer at bridge. xyxy=(49,1952,249,2025)
page-edge-right xyxy=(1571,0,1596,2265)
paragraph: "I don't know. I will say this, I was in Boise at the time and saw Orchard there. He was trying, so he claimed, to buy a small ranch." xyxy=(695,1251,892,1299)
paragraph: A Kansas editor says his idea of luxury is a pair of suspenders for each pair of trousers he has. An Ohio editor says his idea of it is to have more pairs of trousers than suspenders. xyxy=(49,1092,249,1152)
ad-header xyxy=(899,1270,1556,1388)
